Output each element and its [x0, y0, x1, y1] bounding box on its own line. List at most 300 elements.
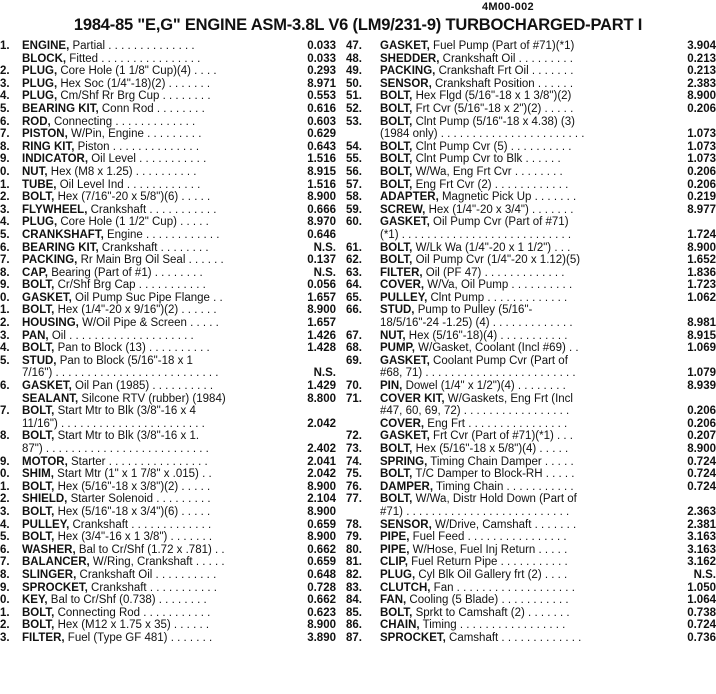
- part-detail: Crankshaft Oil . . . . . . . . .: [439, 52, 574, 65]
- part-description: [22, 468, 286, 481]
- part-description: [380, 330, 666, 343]
- part-detail: Bearing (Part of #1) . . . . . . . .: [48, 266, 203, 279]
- part-name: MOTOR,: [22, 455, 68, 468]
- part-values: [286, 242, 336, 255]
- part-name: BOLT,: [380, 606, 413, 619]
- part-name: BOLT,: [22, 480, 55, 493]
- part-description: [22, 393, 286, 406]
- part-detail: Start Mtr (1" x 1 7/8" x .015) . .: [53, 468, 212, 481]
- part-detail: Starter Solenoid . . . . . . . . .: [67, 493, 211, 506]
- part-values: [666, 594, 716, 607]
- part-number: 9.: [0, 581, 10, 594]
- part-values: [666, 393, 716, 418]
- part-value: 8.915: [687, 329, 716, 342]
- part-name: ADAPTER,: [380, 191, 439, 204]
- part-values: [666, 65, 716, 78]
- part-detail: Starter . . . . . . . . . . . . . . . .: [67, 455, 208, 468]
- part-name: GASKET,: [380, 40, 430, 52]
- part-values: [666, 103, 716, 116]
- part-entry: [346, 430, 716, 443]
- part-entry: [0, 481, 336, 494]
- part-values: [666, 493, 716, 518]
- part-entry: [346, 468, 716, 481]
- part-entry: [346, 607, 716, 620]
- part-name: NUT,: [380, 329, 406, 342]
- part-values: [666, 141, 716, 154]
- part-number: 63.: [346, 266, 362, 279]
- part-number: 73.: [346, 443, 362, 455]
- part-entry: [0, 632, 336, 645]
- part-detail: Timing . . . . . . . . . . . . . . . . .: [419, 619, 566, 632]
- part-value: 0.213: [687, 52, 716, 65]
- part-value: 1.073: [687, 128, 716, 141]
- part-detail: Timing Chain . . . . . . . . . . .: [433, 480, 574, 493]
- part-values: [666, 418, 716, 431]
- part-detail: Start Mtr to Blk (3/8"-16 x 4 11/16") . . . . . . . . . . . . . . . . . . . . . . .: [22, 405, 205, 430]
- part-detail: Fuel Return Pipe . . . . . . . . . . .: [407, 556, 568, 569]
- part-values: [286, 103, 336, 116]
- part-name: KEY,: [22, 594, 48, 607]
- part-name: CAP,: [22, 266, 48, 279]
- part-detail: Hex Soc (1/4"-18)(2) . . . . . . .: [57, 77, 211, 90]
- part-entry: [0, 619, 336, 632]
- part-description: [380, 607, 666, 620]
- part-name: PAN,: [22, 329, 49, 342]
- part-name: BOLT,: [22, 606, 55, 619]
- part-name: TUBE,: [22, 178, 57, 191]
- part-number: 7.: [0, 556, 10, 569]
- part-number: 72.: [346, 430, 362, 443]
- part-name: BOLT,: [22, 342, 55, 355]
- part-value: 0.724: [687, 468, 716, 481]
- part-description: [380, 380, 666, 393]
- part-number: 66.: [346, 304, 362, 317]
- part-description: [380, 90, 666, 103]
- part-number: 1.: [0, 304, 10, 317]
- part-value: 8.900: [307, 505, 336, 518]
- part-entry: [0, 279, 336, 292]
- part-value: 3.904: [687, 40, 716, 52]
- part-description: [380, 216, 666, 241]
- part-number: 85.: [346, 606, 362, 619]
- part-entry: [0, 78, 336, 91]
- part-name: BOLT,: [380, 140, 413, 153]
- part-name: BOLT,: [22, 619, 55, 632]
- part-description: [380, 141, 666, 154]
- part-number: 69.: [346, 354, 362, 367]
- part-entry: [0, 40, 336, 53]
- part-entry: [0, 355, 336, 380]
- part-number: 6.: [0, 115, 10, 128]
- part-description: [22, 456, 286, 469]
- part-number: 9.: [0, 153, 10, 166]
- part-values: [666, 191, 716, 204]
- part-name: FAN,: [380, 594, 407, 607]
- part-detail: Cyl Blk Oil Gallery frt (2) . . . .: [415, 568, 568, 581]
- part-name: FILTER,: [22, 631, 65, 644]
- part-description: [22, 279, 286, 292]
- part-value: N.S.: [313, 266, 336, 279]
- part-description: [22, 179, 286, 192]
- part-entry: [0, 569, 336, 582]
- part-number: 82.: [346, 568, 362, 581]
- part-value: 8.900: [687, 90, 716, 103]
- part-values: [666, 40, 716, 53]
- part-entry: [0, 292, 336, 305]
- part-entry: [346, 90, 716, 103]
- part-number: 79.: [346, 531, 362, 544]
- part-entry: [0, 267, 336, 280]
- part-detail: Core Hole (1 1/2" Cup) . . . . .: [57, 216, 209, 229]
- part-number: 6.: [0, 241, 10, 254]
- part-value: 0.662: [307, 543, 336, 556]
- part-value: 3.162: [687, 556, 716, 569]
- part-value: 0.056: [307, 279, 336, 292]
- part-description: [380, 582, 666, 595]
- left-column: [0, 40, 336, 645]
- part-description: [22, 632, 286, 645]
- part-detail: Start Mtr to Blk (3/8"-16 x 1. 87") . . . . . . . . . . . . . . . . . . . . . . . . . .: [22, 430, 209, 455]
- part-name: BEARING KIT,: [22, 241, 99, 254]
- part-entry: [346, 191, 716, 204]
- part-values: [666, 342, 716, 355]
- part-name: PUMP,: [380, 342, 415, 355]
- part-detail: Connecting Rod . . . . . . . . . . .: [54, 606, 211, 619]
- part-detail: Eng Frt . . . . . . . . . . . . . . . .: [424, 417, 568, 430]
- part-name: BEARING KIT,: [22, 102, 99, 115]
- part-number: 83.: [346, 581, 362, 594]
- part-number: 68.: [346, 342, 362, 355]
- part-detail: Frt Cvr (5/16"-18 x 2")(2) . . . . .: [412, 102, 574, 115]
- part-value: 8.900: [307, 619, 336, 632]
- part-number: 54.: [346, 140, 362, 153]
- part-number: 0.: [0, 594, 10, 607]
- part-description: [22, 531, 286, 544]
- part-detail: Engine . . . . . . . . . . . .: [103, 228, 220, 241]
- part-value: 1.050: [687, 581, 716, 594]
- part-number: 6.: [0, 380, 10, 393]
- part-entry: [0, 103, 336, 116]
- part-description: [380, 556, 666, 569]
- part-values: [286, 65, 336, 78]
- part-name: INDICATOR,: [22, 153, 89, 166]
- part-value: 8.900: [307, 480, 336, 493]
- part-detail: W/Gaskets, Eng Frt (Incl #47, 60, 69, 72) . . . . . . . . . . . . . . . . .: [380, 392, 573, 418]
- part-description: [22, 317, 286, 330]
- part-values: [286, 317, 336, 330]
- part-values: [666, 304, 716, 329]
- part-values: [286, 607, 336, 620]
- part-value: 1.724: [687, 228, 716, 241]
- part-name: SPROCKET,: [22, 581, 88, 594]
- part-values: [666, 443, 716, 456]
- part-number: 8.: [0, 430, 10, 443]
- part-value: 2.041: [307, 455, 336, 468]
- part-description: [22, 481, 286, 494]
- part-name: PLUG,: [22, 77, 58, 90]
- part-detail: Hex (1/4"-20 x 3/4") . . . . . . .: [425, 203, 574, 216]
- part-description: [380, 304, 666, 329]
- part-value: 8.970: [307, 216, 336, 229]
- part-entry: [0, 179, 336, 192]
- part-detail: Hex (5/16"-18 x 3/8")(2) . . . . .: [54, 480, 211, 493]
- part-entry: [0, 430, 336, 455]
- part-entry: [346, 418, 716, 431]
- part-detail: W/Drive, Camshaft . . . . . . .: [431, 518, 577, 531]
- part-description: [380, 166, 666, 179]
- part-name: BOLT,: [380, 153, 413, 166]
- part-values: [286, 481, 336, 494]
- part-number: 65.: [346, 291, 362, 304]
- part-detail: Oil (PF 47) . . . . . . . . . . . . .: [422, 266, 565, 279]
- part-name: PISTON,: [22, 128, 68, 141]
- part-entry: [346, 519, 716, 532]
- part-values: [666, 292, 716, 305]
- part-number: 58.: [346, 191, 362, 204]
- part-name: GASKET,: [380, 430, 430, 443]
- part-entry: [0, 242, 336, 255]
- part-entry: [346, 619, 716, 632]
- part-detail: W/Wa, Distr Hold Down (Part of #71) . . . . . . . . . . . . . . . . . . . . . . . . . .: [380, 493, 577, 518]
- part-name: CLUTCH,: [380, 581, 431, 594]
- part-value: 1.723: [687, 279, 716, 292]
- part-name: SLINGER,: [22, 568, 77, 581]
- part-entry: [346, 153, 716, 166]
- part-description: [380, 594, 666, 607]
- part-description: [22, 619, 286, 632]
- part-name: FILTER,: [380, 266, 423, 279]
- part-entry: [0, 166, 336, 179]
- part-values: [286, 279, 336, 292]
- part-name: SHIELD,: [22, 493, 68, 506]
- part-value: 0.616: [307, 102, 336, 115]
- part-name: NUT,: [22, 165, 48, 178]
- part-entry: [346, 179, 716, 192]
- part-description: [380, 456, 666, 469]
- part-entry: [346, 493, 716, 518]
- part-description: [380, 443, 666, 456]
- part-name: BOLT,: [380, 115, 413, 128]
- part-entry: [0, 304, 336, 317]
- part-name: SPRING,: [380, 455, 428, 468]
- part-value: 0.033: [307, 52, 336, 65]
- part-detail: Hex Flgd (5/16"-18 x 1 3/8")(2): [412, 90, 572, 103]
- part-value: 1.079: [687, 367, 716, 380]
- part-detail: Cm/Shf Rr Brg Cup . . . . . . . .: [57, 90, 211, 103]
- part-name: BOLT,: [380, 102, 413, 115]
- part-name: PACKING,: [380, 65, 436, 78]
- part-detail: Hex (3/4"-16 x 1 3/8") . . . . . . .: [54, 531, 213, 544]
- part-number: 0.: [0, 291, 10, 304]
- part-value: 0.666: [307, 203, 336, 216]
- part-value: 2.042: [307, 417, 336, 430]
- part-entry: [346, 279, 716, 292]
- part-value: 0.206: [687, 178, 716, 191]
- part-number: 0.: [0, 165, 10, 178]
- part-detail: Fitted . . . . . . . . . . . . . . . .: [66, 52, 201, 65]
- part-name: GASKET,: [22, 291, 72, 304]
- part-number: [346, 418, 380, 431]
- part-description: [380, 430, 666, 443]
- part-entry: [346, 166, 716, 179]
- part-name: BOLT,: [380, 254, 413, 267]
- part-name: STUD,: [22, 354, 57, 367]
- part-entry: [346, 103, 716, 116]
- part-entry: [346, 582, 716, 595]
- part-name: SPROCKET,: [380, 631, 446, 644]
- part-entry: [346, 242, 716, 255]
- part-description: [22, 355, 286, 380]
- part-number: 8.: [0, 568, 10, 581]
- part-number: 70.: [346, 380, 362, 393]
- part-values: [286, 619, 336, 632]
- part-number: 75.: [346, 468, 362, 481]
- part-entry: [0, 191, 336, 204]
- part-value: 0.553: [307, 90, 336, 103]
- part-value: 8.900: [687, 241, 716, 254]
- part-detail: Hex (5/16"-18 x 5/8")(4) . . . . .: [412, 443, 569, 455]
- part-values: [666, 53, 716, 66]
- part-description: [22, 582, 286, 595]
- part-detail: Fuel Feed . . . . . . . . . . . . . . . .: [409, 531, 567, 544]
- part-value: 2.042: [307, 468, 336, 481]
- part-description: [22, 78, 286, 91]
- part-values: [286, 254, 336, 267]
- part-value: 1.428: [307, 342, 336, 355]
- part-detail: Oil Pan (1985) . . . . . . . . . .: [71, 380, 214, 393]
- part-values: [286, 116, 336, 129]
- part-values: [286, 53, 336, 66]
- part-entry: [346, 569, 716, 582]
- part-value: 0.629: [307, 128, 336, 141]
- part-entry: [346, 40, 716, 53]
- part-entry: [346, 116, 716, 141]
- part-description: [380, 40, 666, 53]
- part-description: [22, 330, 286, 343]
- part-value: 0.207: [687, 430, 716, 443]
- part-entry: [346, 267, 716, 280]
- part-detail: Pan to Block (5/16"-18 x 1 7/16") . . . . . . . . . . . . . . . . . . . . . . . . . .: [22, 354, 219, 380]
- part-detail: Oil Pump Cvr (1/4"-20 x 1.12)(5): [412, 254, 581, 267]
- part-entry: [346, 481, 716, 494]
- part-entry: [0, 141, 336, 154]
- part-description: [380, 468, 666, 481]
- part-value: 2.104: [307, 493, 336, 506]
- part-name: ROD,: [22, 115, 51, 128]
- part-name: BOLT,: [22, 531, 55, 544]
- part-name: STUD,: [380, 304, 415, 317]
- part-entry: [0, 393, 336, 406]
- part-entry: [0, 607, 336, 620]
- part-values: [666, 619, 716, 632]
- part-description: [380, 191, 666, 204]
- part-description: [380, 65, 666, 78]
- part-values: [666, 544, 716, 557]
- part-value: 8.939: [687, 380, 716, 393]
- part-number: 6.: [0, 543, 10, 556]
- part-entry: [346, 65, 716, 78]
- part-description: [380, 355, 666, 380]
- part-value: 1.064: [687, 594, 716, 607]
- part-number: 57.: [346, 178, 362, 191]
- part-values: [666, 556, 716, 569]
- part-values: [666, 267, 716, 280]
- part-name: BOLT,: [22, 304, 55, 317]
- part-value: 0.646: [307, 228, 336, 241]
- part-detail: W/Lk Wa (1/4"-20 x 1 1/2") . . .: [412, 241, 571, 254]
- part-number: 2.: [0, 493, 10, 506]
- part-entry: [346, 632, 716, 645]
- part-entry: [0, 317, 336, 330]
- part-description: [22, 342, 286, 355]
- part-value: 0.623: [307, 606, 336, 619]
- part-number: 5.: [0, 531, 10, 544]
- part-name: CHAIN,: [380, 619, 420, 632]
- part-value: 0.206: [687, 102, 716, 115]
- part-values: [286, 267, 336, 280]
- part-number: 0.: [0, 468, 10, 481]
- part-number: 1.: [0, 178, 10, 191]
- part-values: [666, 481, 716, 494]
- part-values: [666, 153, 716, 166]
- part-value: 3.163: [687, 531, 716, 544]
- part-values: [286, 179, 336, 192]
- part-description: [22, 153, 286, 166]
- part-name: COVER,: [380, 279, 425, 292]
- part-values: [666, 166, 716, 179]
- part-values: [286, 216, 336, 229]
- part-description: [22, 506, 286, 519]
- part-entry: [0, 531, 336, 544]
- part-values: [666, 254, 716, 267]
- part-description: [22, 607, 286, 620]
- part-name: BOLT,: [380, 90, 413, 103]
- part-number: 7.: [0, 254, 10, 267]
- part-value: 1.069: [687, 342, 716, 355]
- part-name: BOLT,: [22, 191, 55, 204]
- part-entry: [346, 456, 716, 469]
- part-description: [380, 179, 666, 192]
- part-value: 3.890: [307, 631, 336, 644]
- part-values: [286, 153, 336, 166]
- part-detail: W/Hose, Fuel Inj Return . . . . .: [409, 543, 568, 556]
- part-number: [0, 53, 22, 66]
- part-values: [286, 556, 336, 569]
- part-description: [380, 254, 666, 267]
- part-detail: Clnt Pump (5/16"-18 x 4.38) (3) (1984 only) . . . . . . . . . . . . . . . . . . . . . . .: [380, 115, 585, 141]
- part-description: [380, 279, 666, 292]
- part-description: [22, 544, 286, 557]
- part-detail: Bal to Cr/Shf (0.738) . . . . . . . .: [47, 594, 207, 607]
- part-number: 2.: [0, 191, 10, 204]
- part-description: [380, 267, 666, 280]
- part-values: [666, 456, 716, 469]
- part-values: [286, 229, 336, 242]
- part-value: 8.977: [687, 203, 716, 216]
- part-value: 0.206: [687, 417, 716, 430]
- part-entry: [0, 254, 336, 267]
- part-entry: [0, 468, 336, 481]
- part-detail: Camshaft . . . . . . . . . . . . .: [445, 631, 582, 644]
- part-value: N.S.: [313, 367, 336, 380]
- right-column: [346, 40, 716, 645]
- part-number: 87.: [346, 631, 362, 644]
- part-detail: Hex (1/4"-20 x 9/16")(2) . . . . . .: [54, 304, 217, 317]
- part-number: 9.: [0, 279, 10, 292]
- part-entry: [0, 229, 336, 242]
- part-value: 8.900: [307, 531, 336, 544]
- part-detail: Crankshaft . . . . . . . . . . .: [87, 203, 217, 216]
